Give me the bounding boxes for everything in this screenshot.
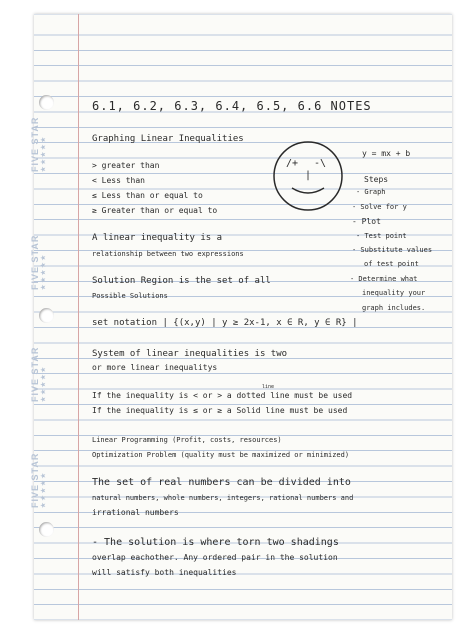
definition-line: Solution Region is the set of all xyxy=(92,276,271,286)
programming-line: Optimization Problem (quality must be maximized or minimized) xyxy=(92,451,350,459)
face-smile xyxy=(292,188,324,193)
step-item: - Determine what xyxy=(350,275,418,283)
slope-formula: y = mx + b xyxy=(362,149,411,158)
step-item: - Substitute values xyxy=(352,246,433,254)
step-item: of test point xyxy=(364,260,419,268)
definition-line: or more linear inequalitys xyxy=(92,363,218,372)
binder-hole xyxy=(39,308,54,323)
step-item: - Graph xyxy=(356,188,386,196)
set-notation: set notation | {(x,y) | y ≥ 2x-1, x ∈ R, y ∈ R} | xyxy=(92,318,358,328)
step-item: inequality your xyxy=(362,289,426,297)
margin-line xyxy=(78,14,79,620)
binder-hole xyxy=(39,522,54,537)
solution-note-line: - The solution is where torn two shadings xyxy=(92,537,339,548)
rule-solid: If the inequality is ≤ or ≥ a Solid line must be used xyxy=(92,406,348,415)
face-right-label: -\ xyxy=(314,158,327,169)
step-item: - Plot xyxy=(352,217,381,226)
rule-dotted: If the inequality is < or > a dotted line must be used xyxy=(92,391,353,400)
face-nose-label: | xyxy=(305,170,312,181)
symbol-less: < Less than xyxy=(92,176,145,185)
page-title: 6.1, 6.2, 6.3, 6.4, 6.5, 6.6 NOTES xyxy=(92,99,372,113)
symbol-greater: > greater than xyxy=(92,161,160,170)
step-item: - Test point xyxy=(356,232,407,240)
step-item: - Solve for y xyxy=(352,203,407,211)
face-left-label: /+ xyxy=(286,158,299,169)
solution-note-line: will satisfy both inequalities xyxy=(92,568,237,577)
brand-logo: FIVE STAR ★★★★★ xyxy=(30,234,47,290)
brand-logo: FIVE STAR ★★★★★ xyxy=(30,346,47,402)
real-numbers-line: irrational numbers xyxy=(92,508,179,517)
section-title: Graphing Linear Inequalities xyxy=(92,134,244,144)
annotation: line xyxy=(262,384,275,390)
smiley-drawing xyxy=(270,138,346,214)
symbol-less-equal: ≤ Less than or equal to xyxy=(92,191,203,200)
binder-hole xyxy=(39,95,54,110)
brand-logo: FIVE STAR ★★★★★ xyxy=(30,452,47,508)
brand-logo: FIVE STAR ★★★★★ xyxy=(30,116,47,172)
programming-line: Linear Programming (Profit, costs, resources) xyxy=(92,436,282,444)
real-numbers-line: natural numbers, whole numbers, integers, rational numbers and xyxy=(92,494,354,502)
solution-note-line: overlap eachother. Any ordered pair in the solution xyxy=(92,553,338,562)
real-numbers-line: The set of real numbers can be divided into xyxy=(92,477,351,488)
definition-line: System of linear inequalities is two xyxy=(92,349,288,359)
definition-line: A linear inequality is a xyxy=(92,233,223,243)
definition-line: relationship between two expressions xyxy=(92,250,244,258)
steps-title: Steps xyxy=(364,175,389,184)
definition-line: Possible Solutions xyxy=(92,292,168,300)
step-item: graph includes. xyxy=(362,304,426,312)
symbol-greater-equal: ≥ Greater than or equal to xyxy=(92,206,218,215)
